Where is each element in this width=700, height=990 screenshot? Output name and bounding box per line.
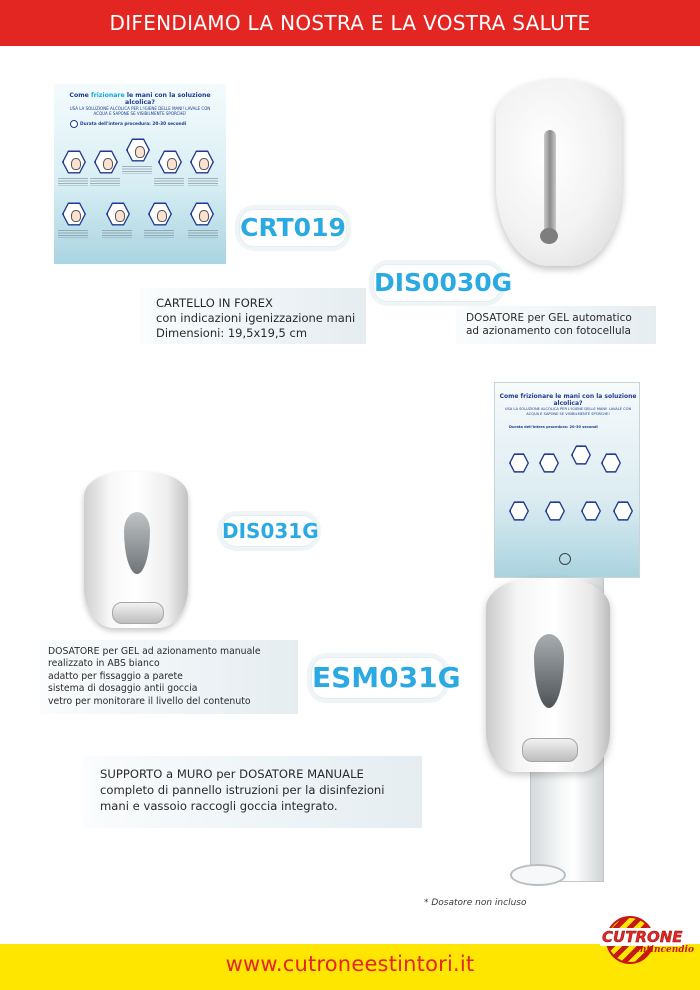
stand-dispenser <box>486 578 610 772</box>
hand-hygiene-poster-image <box>54 84 226 264</box>
nozzle <box>540 228 558 244</box>
step-3-hexagon-icon <box>126 138 150 162</box>
dis031g-line-5: vetro per monitorare il livello del contenuto <box>48 695 251 707</box>
push-button <box>112 602 164 624</box>
level-window <box>544 130 556 238</box>
product-code-dis0030g: DIS0030G <box>374 265 500 301</box>
dis031g-line-3: adatto per fissaggio a parete <box>48 670 183 682</box>
step-9-hexagon-icon <box>190 202 214 226</box>
header-banner <box>0 0 700 46</box>
footnote: * Dosatore non incluso <box>424 898 527 908</box>
esm031g-line-3: mani e vassoio raccogli goccia integrato. <box>100 799 338 813</box>
esm031g-line-1: SUPPORTO a MURO per DOSATORE MANUALE <box>100 767 364 781</box>
step-caption <box>144 230 174 238</box>
stand-step-icon <box>545 501 565 521</box>
stand-panel-duration: Durata dell'intera procedura: 20-30 secondi <box>509 425 598 429</box>
step-caption <box>58 178 88 186</box>
dis0030g-line-1: DOSATORE per GEL automatico <box>466 312 632 324</box>
logo-tagline: antincendio <box>634 945 694 955</box>
automatic-dispenser-image <box>496 80 622 266</box>
wall-stand-image <box>470 380 640 890</box>
step-4-hexagon-icon <box>158 150 182 174</box>
description-crt019 <box>140 288 366 344</box>
stand-panel-title: Come frizionare le mani con la soluzione alcolica? <box>499 393 637 407</box>
dis031g-line-4: sistema di dosaggio antii goccia <box>48 683 198 695</box>
product-code-esm031g: ESM031G <box>312 658 444 698</box>
stand-step-icon <box>539 453 559 473</box>
cutrone-logo <box>594 912 694 984</box>
website-link[interactable]: www.cutroneestintori.it <box>225 952 475 976</box>
poster-duration: Durata dell'intera procedura: 20-30 secondi <box>80 122 187 127</box>
product-code-crt019: CRT019 <box>240 210 346 246</box>
esm031g-line-2: completo di pannello istruzioni per la disinfezioni <box>100 783 385 797</box>
stand-step-icon <box>601 453 621 473</box>
step-1-hexagon-icon <box>62 150 86 174</box>
dis031g-line-1: DOSATORE per GEL ad azionamento manuale <box>48 646 261 657</box>
crt019-line-2: con indicazioni igenizzazione mani <box>156 311 356 325</box>
clock-icon <box>70 120 78 128</box>
stand-instruction-panel <box>494 382 640 578</box>
step-2-hexagon-icon <box>94 150 118 174</box>
description-dis0030g <box>456 306 656 344</box>
poster-subtitle: USA LA SOLUZIONE ALCOLICA PER L'IGIENE DELLE MANI! LAVALE CON ACQUA E SAPONE SE VISIBILMENTE SPORCHE! <box>69 106 211 116</box>
manual-dispenser-image <box>84 472 188 632</box>
stand-panel-subtitle: USA LA SOLUZIONE ALCOLICA PER L'IGIENE DELLE MANI! LAVALE CON ACQUA E SAPONE SE VISIBILMENTE SPORCHE! <box>504 407 632 416</box>
step-caption <box>188 178 218 186</box>
poster-title: Come frizionare le mani con la soluzione alcolica? <box>69 92 211 106</box>
header-title: DIFENDIAMO LA NOSTRA E LA VOSTRA SALUTE <box>109 11 591 35</box>
logo-name: CUTRONE <box>602 928 683 946</box>
stand-step-icon <box>509 501 529 521</box>
dis0030g-line-2: ad azionamento con fotocellula <box>466 325 631 337</box>
stand-step-icon <box>613 501 633 521</box>
step-6-hexagon-icon <box>62 202 86 226</box>
stand-step-icon <box>571 445 591 465</box>
dis031g-line-2: realizzato in ABS bianco <box>48 658 160 670</box>
step-caption <box>58 230 88 238</box>
step-8-hexagon-icon <box>148 202 172 226</box>
crt019-line-1: CARTELLO IN FOREX <box>156 296 273 310</box>
level-window <box>534 634 564 708</box>
step-caption <box>90 178 120 186</box>
push-button <box>522 738 578 762</box>
description-esm031g <box>82 756 422 828</box>
drip-tray <box>510 864 566 886</box>
step-caption <box>122 166 152 174</box>
step-caption <box>102 230 132 238</box>
crt019-line-3: Dimensioni: 19,5x19,5 cm <box>156 326 308 340</box>
description-dis031g <box>40 640 298 714</box>
step-5-hexagon-icon <box>190 150 214 174</box>
clock-icon <box>559 553 571 565</box>
stand-step-icon <box>581 501 601 521</box>
stand-step-icon <box>509 453 529 473</box>
product-code-dis031g: DIS031G <box>222 516 316 546</box>
step-7-hexagon-icon <box>106 202 130 226</box>
step-caption <box>154 178 184 186</box>
step-caption <box>188 230 218 238</box>
